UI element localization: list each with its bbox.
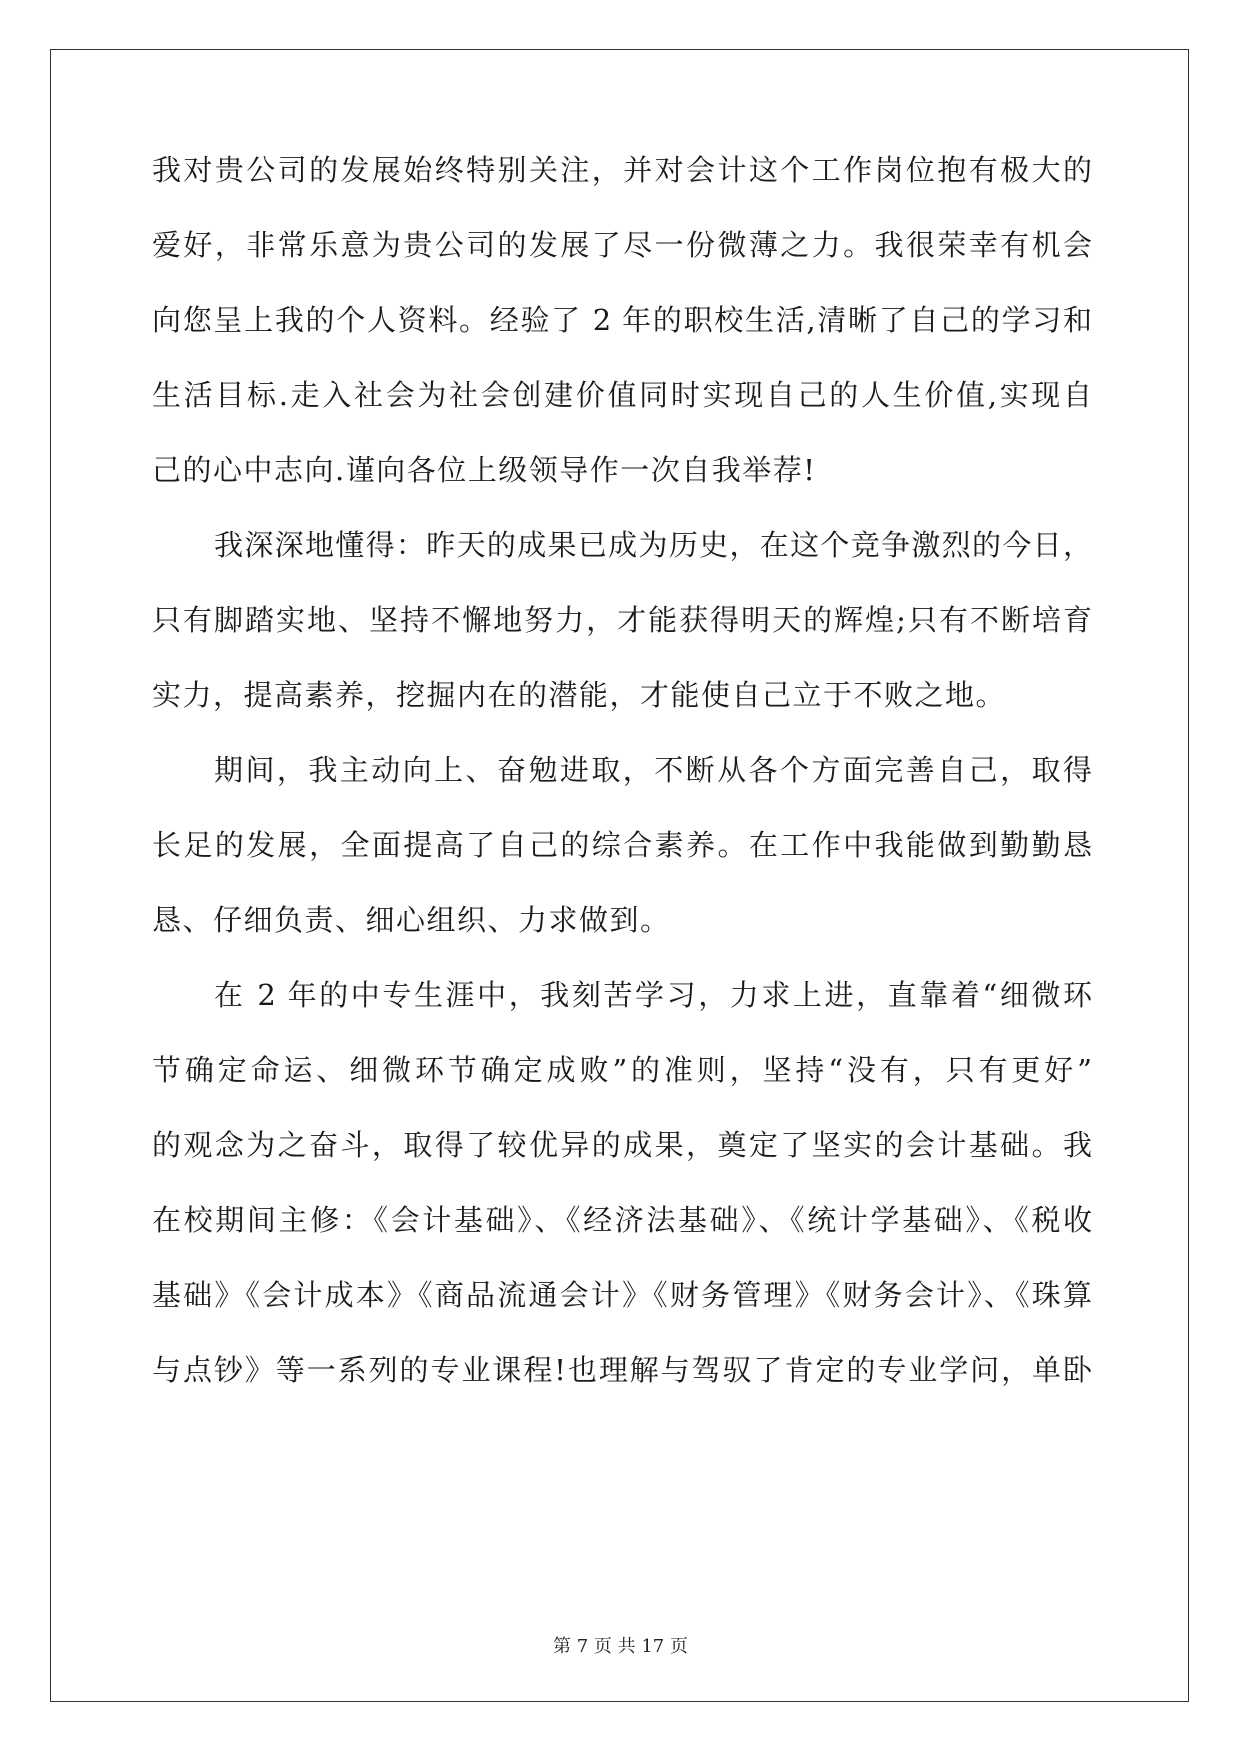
page-number-footer: 第 7 页 共 17 页 [553,1636,688,1657]
text-line: 长足的发展，全面提高了自己的综合素养。在工作中我能做到勤勤恳 [152,828,1092,862]
page-border [50,49,1189,1702]
text-line: 我对贵公司的发展始终特别关注，并对会计这个工作岗位抱有极大的 [152,153,1092,187]
text-line: 只有脚踏实地、坚持不懈地努力，才能获得明天的辉煌;只有不断培育 [152,603,1092,637]
text-line: 生活目标.走入社会为社会创建价值同时实现自己的人生价值,实现自 [152,378,1092,412]
text-line: 爱好，非常乐意为贵公司的发展了尽一份微薄之力。我很荣幸有机会 [152,228,1092,262]
text-line: 与点钞》等一系列的专业课程!也理解与驾驭了肯定的专业学问，单卧 [152,1353,1092,1387]
text-line: 恳、仔细负责、细心组织、力求做到。 [152,903,671,937]
paragraph-first-line: 期间，我主动向上、奋勉进取，不断从各个方面完善自己，取得 [214,753,1092,787]
paragraph-first-line: 在 2 年的中专生涯中，我刻苦学习，力求上进，直靠着“细微环 [214,978,1092,1012]
text-line: 己的心中志向.谨向各位上级领导作一次自我举荐! [152,453,817,487]
text-line: 向您呈上我的个人资料。经验了 2 年的职校生活,清晰了自己的学习和 [152,303,1092,337]
text-line: 基础》《会计成本》《商品流通会计》《财务管理》《财务会计》、《珠算 [152,1278,1092,1312]
paragraph-first-line: 我深深地懂得：昨天的成果已成为历史，在这个竞争激烈的今日， [214,528,1092,562]
text-line: 节确定命运、细微环节确定成败”的准则，坚持“没有，只有更好” [152,1053,1092,1087]
text-line: 在校期间主修：《会计基础》、《经济法基础》、《统计学基础》、《税收 [152,1203,1092,1237]
text-line: 的观念为之奋斗，取得了较优异的成果，奠定了坚实的会计基础。我 [152,1128,1092,1162]
text-line: 实力，提高素养，挖掘内在的潜能，才能使自己立于不败之地。 [152,678,1007,712]
